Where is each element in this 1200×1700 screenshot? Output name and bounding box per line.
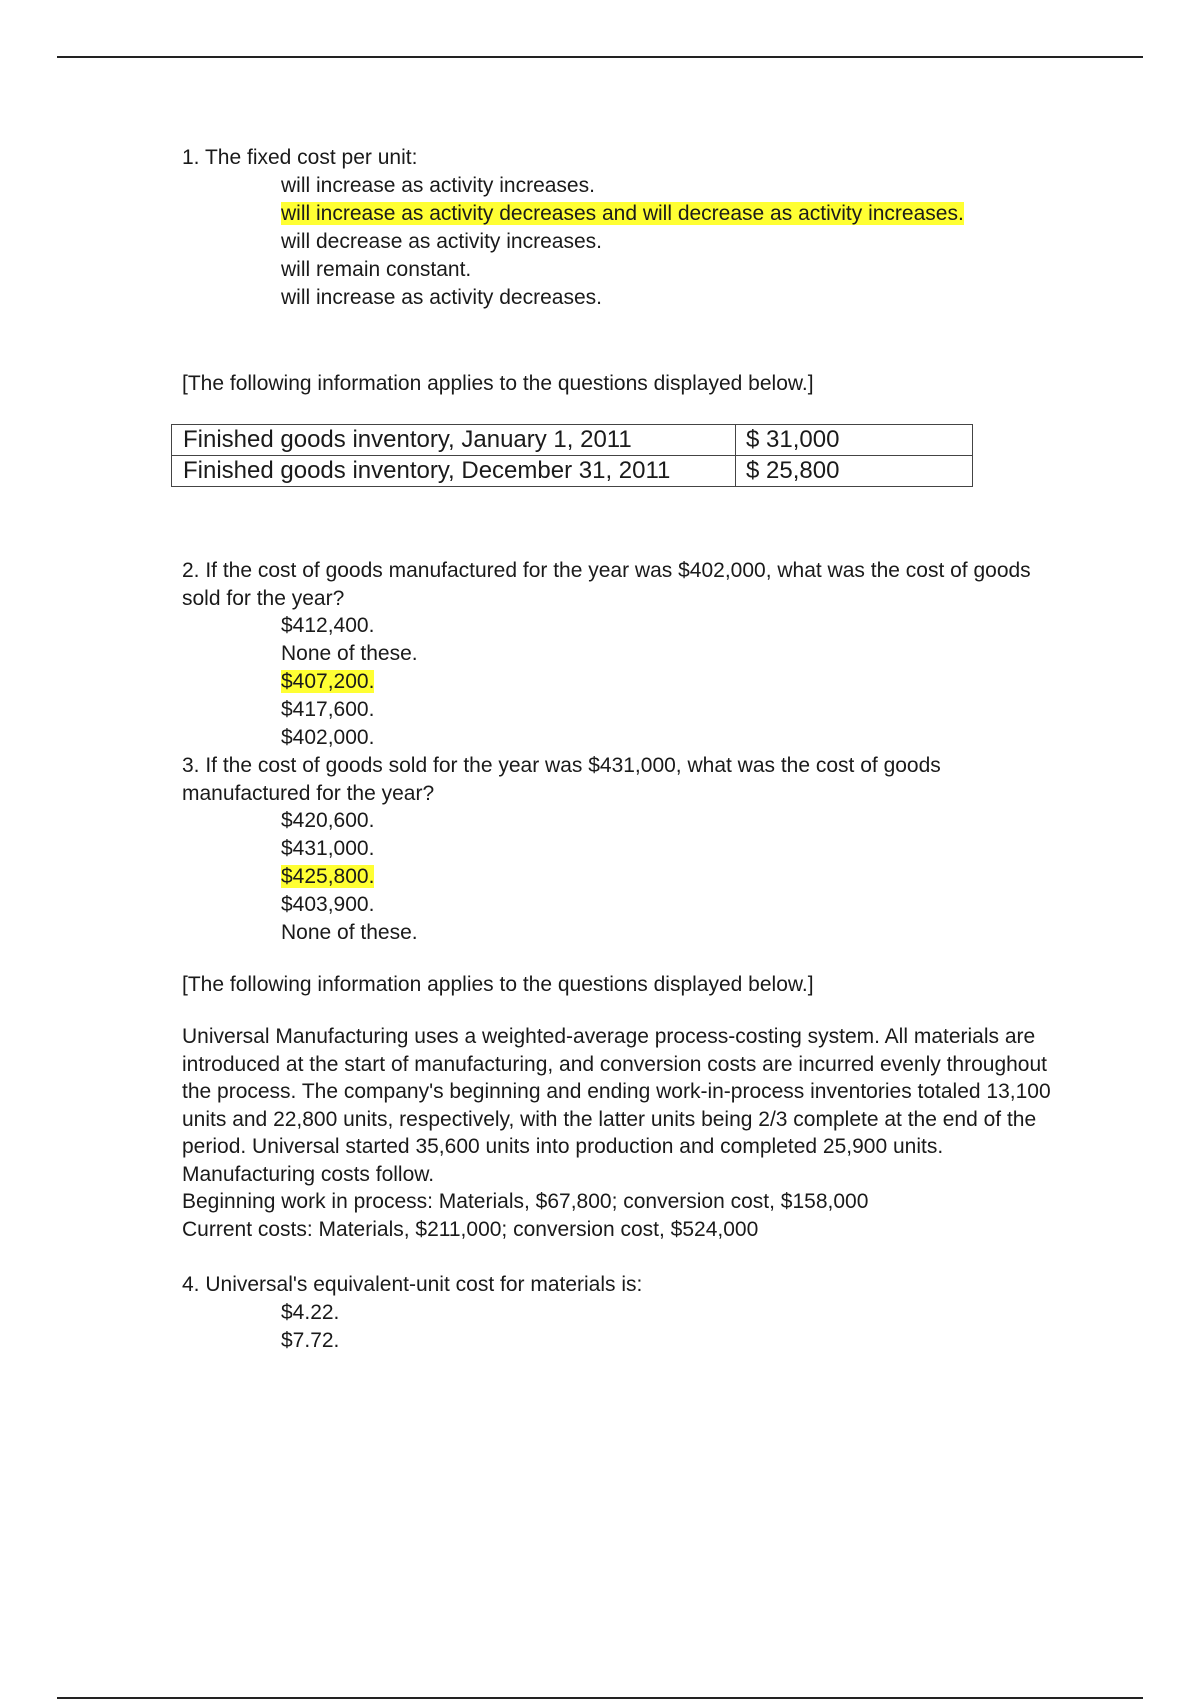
inventory-table — [171, 424, 973, 487]
q3-option-5: None of these. — [281, 921, 418, 944]
q2-option-4: $417,600. — [281, 698, 375, 721]
table-row — [172, 425, 973, 456]
question-1-options — [182, 172, 1082, 312]
q3-option-1: $420,600. — [281, 809, 375, 832]
header-rule — [57, 56, 1143, 58]
document-body — [182, 144, 1082, 1355]
footer-rule — [57, 1697, 1143, 1699]
question-2: 2. If the cost of goods manufactured for the year was $402,000, what was the cost of goods sold for the year? — [182, 559, 1031, 610]
q2-answer-highlight: $407,200. — [281, 670, 375, 693]
table-row — [172, 456, 973, 487]
inventory-label-jan: Finished goods inventory, January 1, 2011 — [172, 425, 736, 456]
q4-option-1: $4.22. — [281, 1301, 340, 1324]
q3-option-4: $403,900. — [281, 893, 375, 916]
q1-option-2 — [281, 200, 1082, 228]
q2-option-1: $412,400. — [281, 614, 375, 637]
info-note-2: [The following information applies to the questions displayed below.] — [182, 973, 814, 996]
question-1: 1. The fixed cost per unit: — [182, 146, 418, 169]
q3-option-2: $431,000. — [281, 837, 375, 860]
question-4-options — [182, 1299, 1082, 1355]
inventory-value-dec: $ 25,800 — [736, 456, 973, 487]
q1-option-1: will increase as activity increases. — [281, 174, 595, 197]
question-3-options — [182, 807, 1082, 947]
question-4: 4. Universal's equivalent-unit cost for materials is: — [182, 1273, 643, 1296]
q1-option-3: will decrease as activity increases. — [281, 230, 602, 253]
q2-option-5: $402,000. — [281, 726, 375, 749]
q1-answer-highlight: will increase as activity decreases and will decrease as activity increases. — [281, 202, 964, 225]
universal-beginning-costs: Beginning work in process: Materials, $67,800; conversion cost, $158,000 — [182, 1190, 869, 1213]
q2-option-3 — [281, 668, 1082, 696]
q2-option-2: None of these. — [281, 642, 418, 665]
info-note-1: [The following information applies to the questions displayed below.] — [182, 372, 814, 395]
q4-option-2: $7.72. — [281, 1329, 340, 1352]
question-2-options — [182, 612, 1082, 752]
inventory-label-dec: Finished goods inventory, December 31, 2011 — [172, 456, 736, 487]
q3-option-3 — [281, 863, 1082, 891]
question-3: 3. If the cost of goods sold for the year was $431,000, what was the cost of goods manufactured for the year? — [182, 754, 941, 805]
q3-answer-highlight: $425,800. — [281, 865, 375, 888]
universal-current-costs: Current costs: Materials, $211,000; conversion cost, $524,000 — [182, 1217, 759, 1241]
q1-option-4: will remain constant. — [281, 258, 472, 281]
q1-option-5: will increase as activity decreases. — [281, 286, 602, 309]
universal-paragraph: Universal Manufacturing uses a weighted-average process-costing system. All materials are introduced at the start of manufacturing, and conversion costs are incurred evenly throughout the process. The company's beginning and ending work-in-process inventories totaled 13,100 units and 22,800 units, respectively, with the latter units being 2/3 complete at the end of the period. Universal started 35,600 units into production and completed 25,900 units. Manufacturing costs follow. — [182, 1025, 1051, 1186]
inventory-value-jan: $ 31,000 — [736, 425, 973, 456]
